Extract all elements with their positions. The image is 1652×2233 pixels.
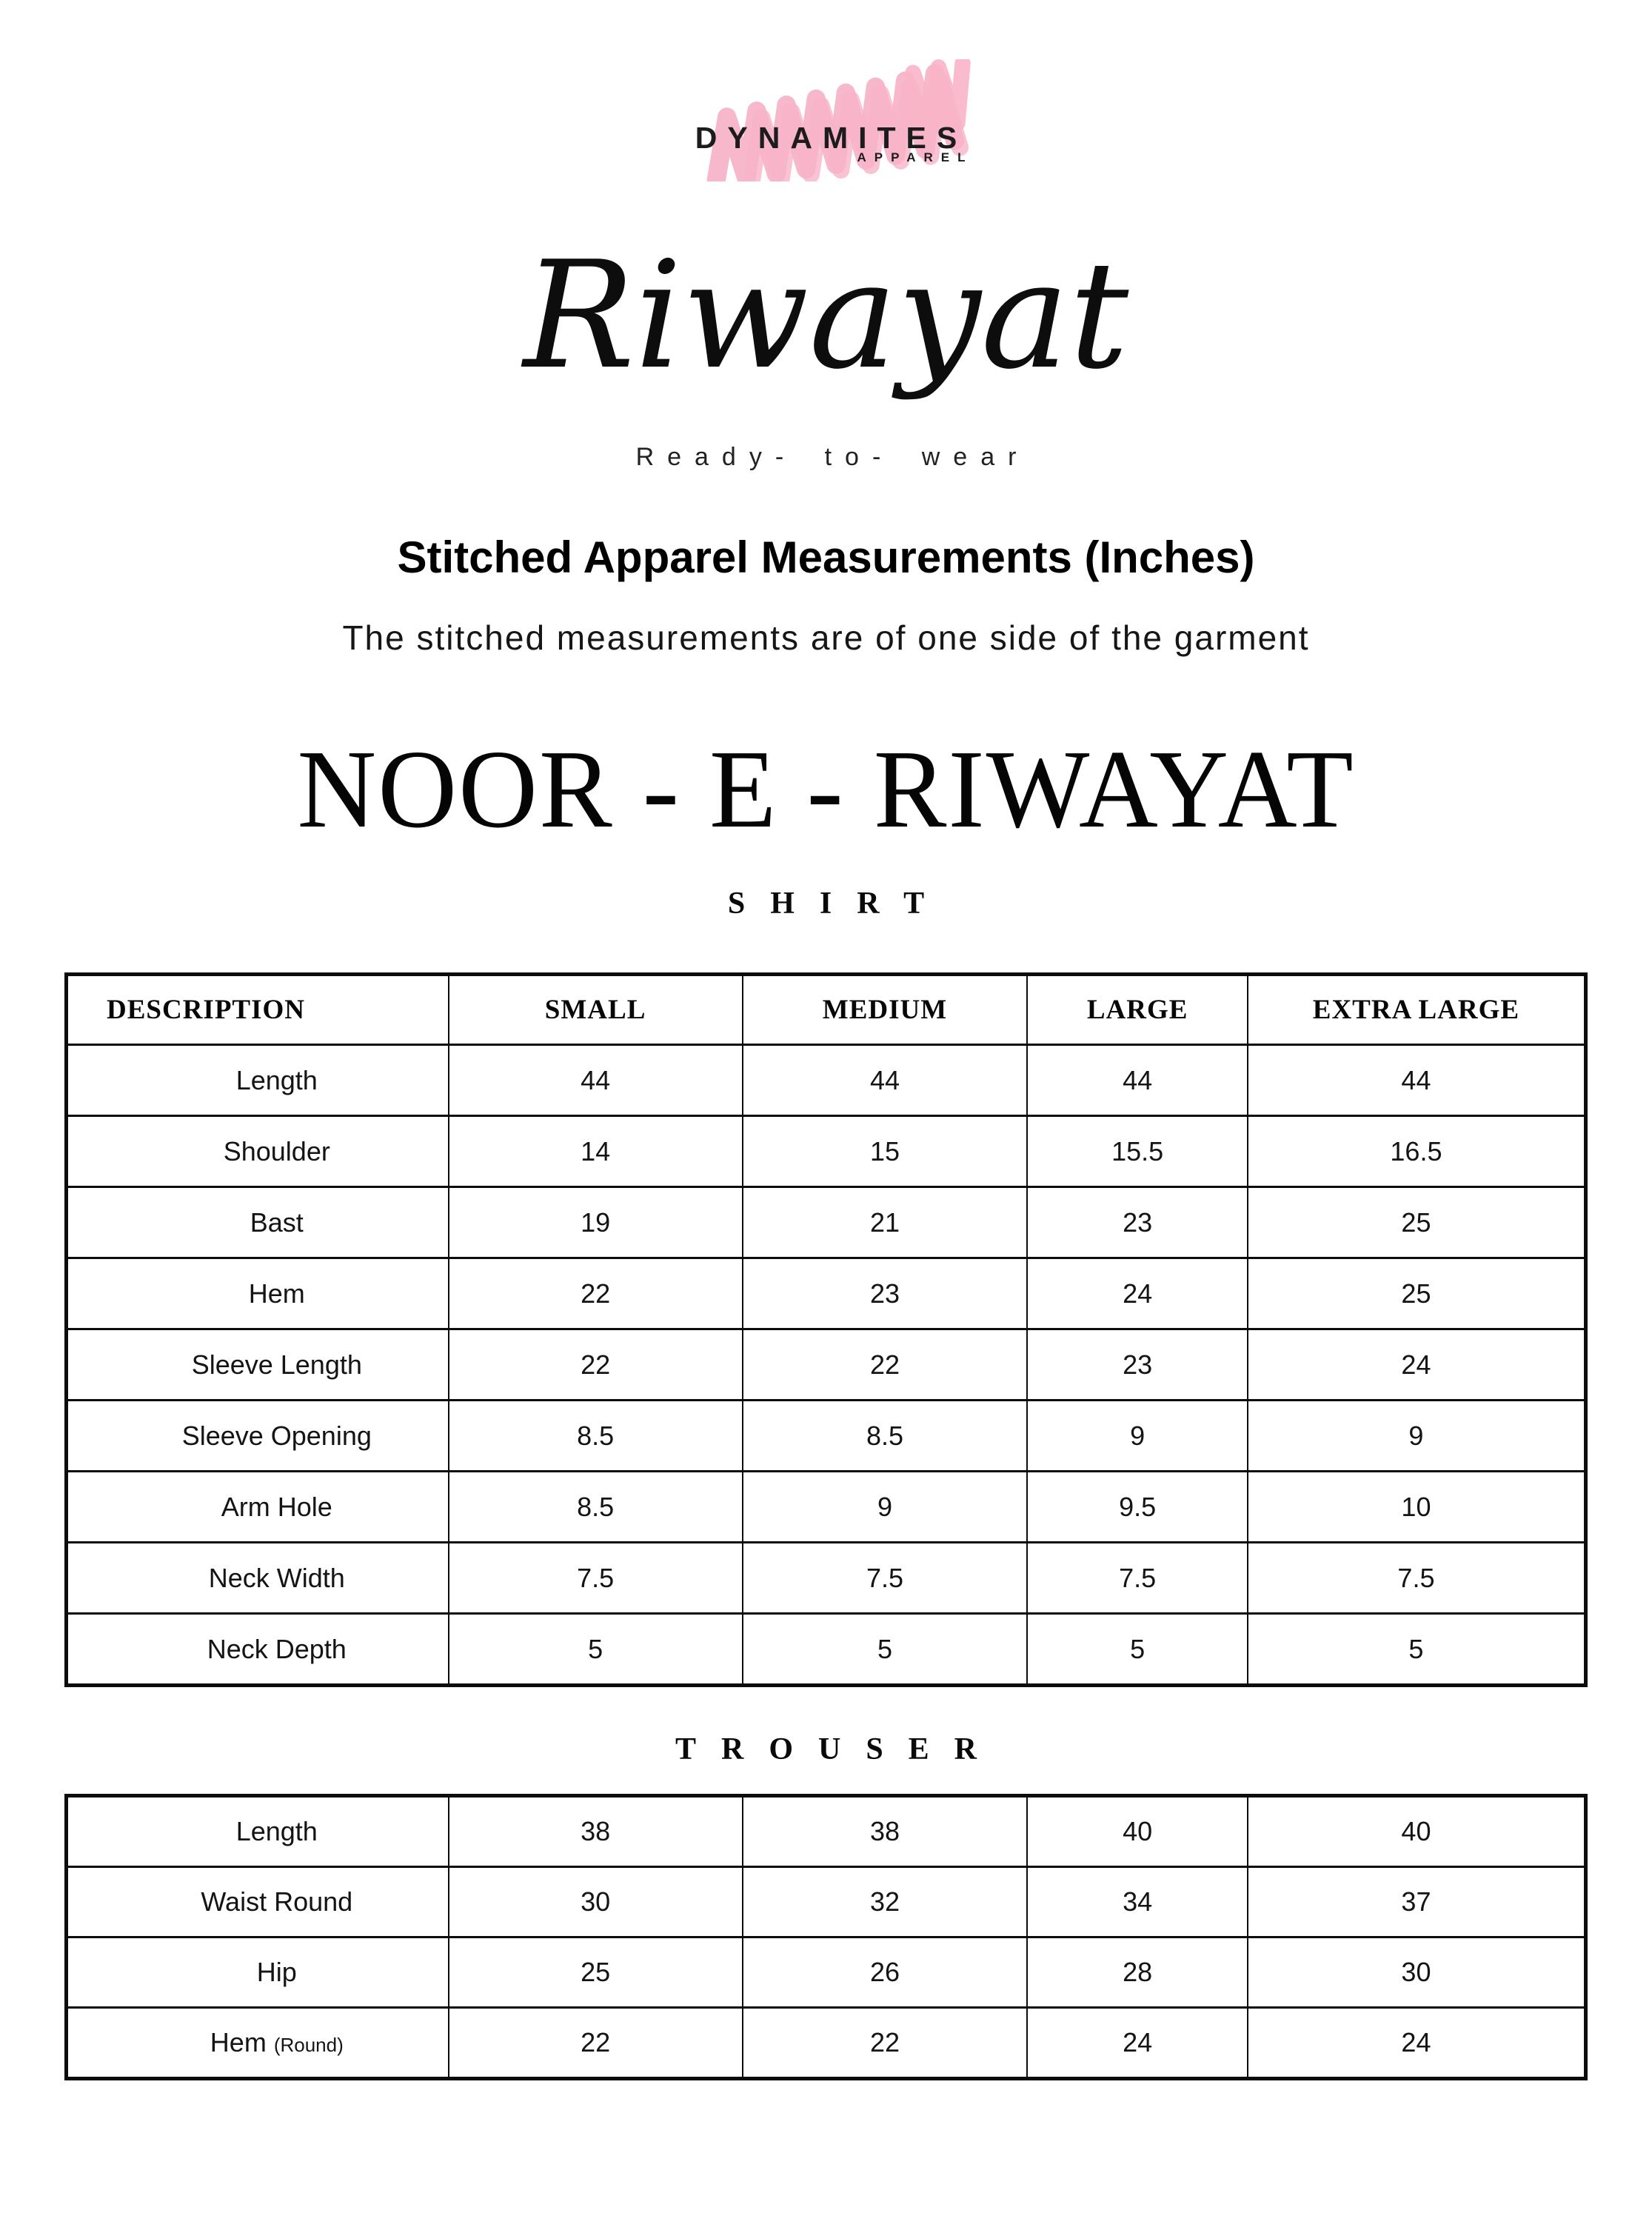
measurement-label: Neck Depth (207, 1633, 347, 1664)
table-row (67, 1796, 1586, 1867)
column-header-small: SMALL (449, 975, 743, 1045)
measurement-value: 8.5 (449, 1401, 743, 1472)
measurement-label: Hem (248, 1278, 305, 1309)
measurement-value: 9 (1027, 1401, 1248, 1472)
measurement-value: 24 (1027, 2008, 1248, 2079)
page-title: Stitched Apparel Measurements (Inches) (397, 533, 1255, 582)
measurement-value: 21 (743, 1187, 1028, 1258)
measurement-label: Neck Width (208, 1562, 345, 1593)
measurement-label: Arm Hole (221, 1491, 332, 1522)
measurement-label: Bast (250, 1206, 304, 1238)
measurement-value: 24 (1248, 1329, 1586, 1401)
brand-logo (667, 52, 986, 196)
measurement-value: 23 (1027, 1187, 1248, 1258)
measurement-value: 22 (449, 1329, 743, 1401)
measurement-label-suffix: (Round) (273, 2034, 344, 2056)
measurement-value: 30 (449, 1867, 743, 1937)
measurement-value: 15 (743, 1116, 1028, 1187)
measurement-value: 7.5 (449, 1543, 743, 1614)
measurement-value: 22 (449, 2008, 743, 2079)
column-header-description: DESCRIPTION (67, 975, 449, 1045)
column-header-large: LARGE (1027, 975, 1248, 1045)
measurement-label-cell (67, 1045, 449, 1116)
table-row (67, 1329, 1586, 1401)
measurement-label-cell (67, 2008, 449, 2079)
measurement-label: Sleeve Opening (181, 1420, 372, 1451)
measurement-value: 32 (743, 1867, 1028, 1937)
measurement-label: Sleeve Length (191, 1349, 362, 1380)
measurement-value: 23 (1027, 1329, 1248, 1401)
measurement-label: Shoulder (223, 1135, 330, 1166)
measurement-value: 9 (743, 1472, 1028, 1543)
collection-tagline: Ready- to- wear (635, 443, 1030, 471)
measurement-label-cell (67, 1867, 449, 1937)
measurement-label-cell (67, 1614, 449, 1686)
table-row (67, 1187, 1586, 1258)
measurement-label: Hem (210, 2027, 267, 2057)
shirt-measurements-table (64, 972, 1588, 1687)
measurement-label-cell (67, 1937, 449, 2008)
measurement-value: 24 (1248, 2008, 1586, 2079)
measurement-label: Hip (256, 1957, 297, 1987)
measurement-value: 15.5 (1027, 1116, 1248, 1187)
page-subtitle: The stitched measurements are of one side of the garment (342, 618, 1310, 657)
measurement-value: 5 (1027, 1614, 1248, 1686)
measurement-value: 22 (449, 1258, 743, 1329)
measurement-value: 9 (1248, 1401, 1586, 1472)
measurement-value: 40 (1027, 1796, 1248, 1867)
shirt-section-label: SHIRT (727, 887, 950, 921)
measurement-value: 44 (1027, 1045, 1248, 1116)
measurement-value: 34 (1027, 1867, 1248, 1937)
measurement-value: 5 (743, 1614, 1028, 1686)
measurement-value: 25 (1248, 1258, 1586, 1329)
measurement-value: 7.5 (1027, 1543, 1248, 1614)
table-row (67, 1258, 1586, 1329)
measurement-label: Waist Round (201, 1886, 353, 1917)
measurement-value: 30 (1248, 1937, 1586, 2008)
measurement-value: 37 (1248, 1867, 1586, 1937)
measurement-value: 23 (743, 1258, 1028, 1329)
table-row (67, 1867, 1586, 1937)
table-row (67, 1472, 1586, 1543)
column-header-extra-large: EXTRA LARGE (1248, 975, 1586, 1045)
measurement-label-cell (67, 1472, 449, 1543)
trouser-measurements-table (64, 1794, 1588, 2080)
measurement-value: 44 (449, 1045, 743, 1116)
measurement-value: 44 (1248, 1045, 1586, 1116)
column-header-medium: MEDIUM (743, 975, 1028, 1045)
measurement-label: Length (235, 1816, 318, 1846)
measurement-label-cell (67, 1329, 449, 1401)
measurement-value: 7.5 (743, 1543, 1028, 1614)
table-row (67, 1401, 1586, 1472)
table-header-row (67, 975, 1586, 1045)
measurement-value: 8.5 (449, 1472, 743, 1543)
measurement-value: 9.5 (1027, 1472, 1248, 1543)
measurement-value: 25 (1248, 1187, 1586, 1258)
table-row (67, 1045, 1586, 1116)
table-row (67, 1937, 1586, 2008)
measurement-value: 22 (743, 1329, 1028, 1401)
measurement-value: 26 (743, 1937, 1028, 2008)
measurement-value: 19 (449, 1187, 743, 1258)
collection-title: Riwayat (523, 230, 1129, 402)
measurement-value: 44 (743, 1045, 1028, 1116)
measurement-value: 8.5 (743, 1401, 1028, 1472)
measurement-value: 22 (743, 2008, 1028, 2079)
table-row (67, 1543, 1586, 1614)
product-title: NOOR - E - RIWAYAT (297, 727, 1355, 852)
measurement-label-cell (67, 1116, 449, 1187)
measurement-label-cell (67, 1401, 449, 1472)
measurement-value: 5 (449, 1614, 743, 1686)
measurement-value: 14 (449, 1116, 743, 1187)
measurement-label-cell (67, 1796, 449, 1867)
measurement-label-cell (67, 1543, 449, 1614)
measurement-label: Length (235, 1064, 318, 1095)
measurement-value: 25 (449, 1937, 743, 2008)
measurement-value: 38 (449, 1796, 743, 1867)
measurement-value: 24 (1027, 1258, 1248, 1329)
measurement-value: 5 (1248, 1614, 1586, 1686)
shirt-table-header (67, 975, 1586, 1045)
measurement-label-cell (67, 1187, 449, 1258)
table-row (67, 1614, 1586, 1686)
brand-division: APPAREL (857, 150, 974, 164)
measurement-value: 40 (1248, 1796, 1586, 1867)
measurement-value: 28 (1027, 1937, 1248, 2008)
measurement-value: 16.5 (1248, 1116, 1586, 1187)
measurement-value: 38 (743, 1796, 1028, 1867)
measurement-value: 10 (1248, 1472, 1586, 1543)
table-row (67, 1116, 1586, 1187)
measurement-value: 7.5 (1248, 1543, 1586, 1614)
table-row (67, 2008, 1586, 2079)
brand-name: DYNAMITES (695, 121, 968, 155)
trouser-section-label: TROUSER (675, 1732, 1003, 1766)
measurement-label-cell (67, 1258, 449, 1329)
